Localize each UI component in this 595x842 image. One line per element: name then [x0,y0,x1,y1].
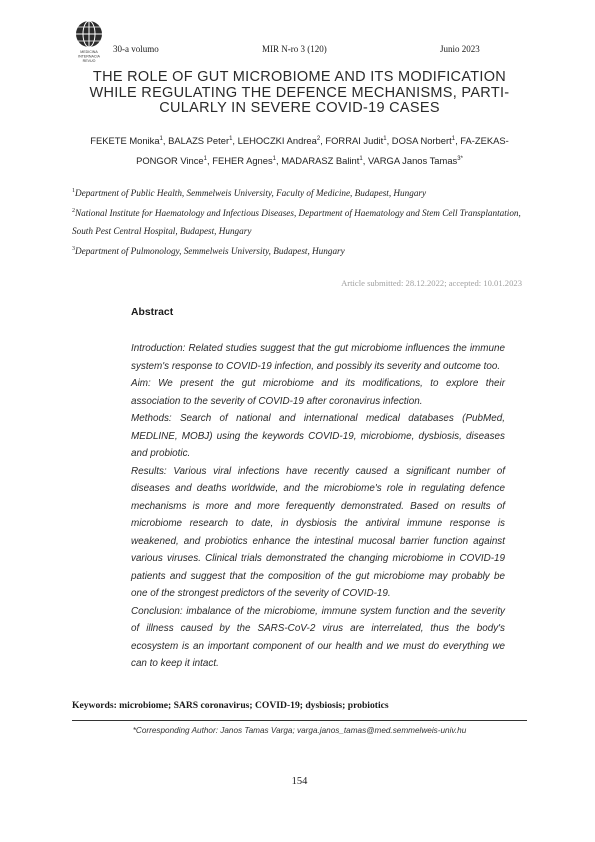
author-list: FEKETE Monika$^1$, BALAZS Peter$^1$, LEHOCZKI Andrea$^2$, FORRAI Judit$^1$, DOSA Norbert$^1$, FA-ZEKAS-PONGOR Vince$^1$, FEHER Agnes$^1$, MADARASZ Balint$^1$, VARGA Janos Tamas$^{3*}$ [90,135,509,167]
author-name: FEHER Agnes [212,155,273,167]
svg-text:MEDICINA: MEDICINA [80,50,98,54]
affiliation-number: 1 [72,188,75,194]
svg-text:REVUO: REVUO [82,59,96,63]
affiliation-number: 2 [72,208,75,215]
author-affiliation-mark: 1 [451,136,456,142]
author-name: FORRAI Judit [325,135,384,147]
author-affiliation-mark: 3* [457,156,463,163]
article-title: THE ROLE OF GUT MICROBIOME AND ITS MODIFICATION WHILE REGULATING THE DEFENCE MECHANISMS, PARTI-CULARLY IN SEVERE COVID-19 CASES [89,69,510,116]
abstract-methods: Methods: Search of national and international medical databases (PubMed, MEDLINE, MOBJ) using the keywords COVID-19, microbiome, dysbiosis, diseases and probiotic. [131,413,505,459]
affiliation-item [72,182,527,202]
author-name: FEKETE Monika [90,135,160,147]
author-affiliation-mark: 1 [203,156,207,163]
journal-logo [72,18,106,66]
keywords: Keywords: microbiome; SARS coronavirus; COVID-19; dysbiosis; probiotics [72,700,389,711]
author-name: MADARASZ Balint [281,155,360,167]
abstract-introduction: Introduction: Related studies suggest that the gut microbiome influences the immune system's response to COVID-19 infection, and possibly its severity and outcome too. [131,343,505,372]
abstract-body [131,340,505,673]
affiliation-item [72,240,527,260]
svg-text:INTERNACIA: INTERNACIA [78,54,100,59]
abstract-conclusion: Conclusion: imbalance of the microbiome, immune system function and the severity of illness caused by the SARS-CoV-2 virus are interrelated, thus the body's ecosystem is an important component of our health and we must do everything we can to keep it intact. [131,605,505,669]
author-affiliation-mark: 2 [316,136,321,142]
author-affiliation-mark: 1 [383,136,387,142]
affiliations [72,182,527,260]
author-affiliation-mark: 1 [272,156,277,163]
submission-dates: Article submitted: 28.12.2022; accepted: 10.01.2023 [341,278,522,288]
abstract-aim: Aim: We present the gut microbiome and its modifications, to explore their association to the severity of COVID-19 after coronavirus infection. [131,378,505,407]
footnote-rule [72,720,527,721]
author-affiliation-mark: 1 [159,136,163,142]
volume-label: 30-a volumo [113,44,159,54]
author-name: VARGA Janos Tamas [367,155,458,167]
affiliation-item [72,202,527,240]
abstract-heading: Abstract [131,307,174,318]
affiliation-number: 3 [72,246,75,253]
author-name: DOSA Norbert [391,135,452,147]
author-name: LEHOCZKI Andrea [237,135,317,147]
corresponding-author: *Corresponding Author: Janos Tamas Varga; varga.janos_tamas@med.semmelweis-univ.hu [132,726,467,735]
page-number: 154 [291,776,308,787]
issue-label: MIR N-ro 3 (120) [262,44,327,54]
affiliation-text: Department of Public Health, Semmelweis University, Faculty of Medicine, Budapest, Hungary [75,188,427,199]
author-name: FA-ZEKAS-PONGOR Vince [136,135,509,167]
affiliation-text: Department of Pulmonology, Semmelweis University, Budapest, Hungary [75,246,345,257]
abstract-results: Results: Various viral infections have recently caused a significant number of diseases and deaths worldwide, and the microbiome's role in regulating defence mechanisms is more and more ferequently demonstrated. Based on results of microbiome research to date, in dysbiosis the antiviral immune response is weakened, and probiotics enhance the intestinal mucosal barrier function against various viruses. Clinical trials demonstrated the changing microbiome in COVID-19 patients and suggest that the composition of the gut microbiome may probably be one of the strongest predictors of the severity of COVID-19. [131,465,505,599]
affiliation-text: National Institute for Haematology and Infectious Diseases, Department of Haematology and Stem Cell Transplantation, South Pest Central Hospital, Budapest, Hungary [72,208,521,237]
author-name: BALAZS Peter [168,135,230,147]
issue-date: Junio 2023 [440,44,480,54]
author-affiliation-mark: 1 [359,156,363,163]
author-affiliation-mark: 1 [229,136,233,142]
